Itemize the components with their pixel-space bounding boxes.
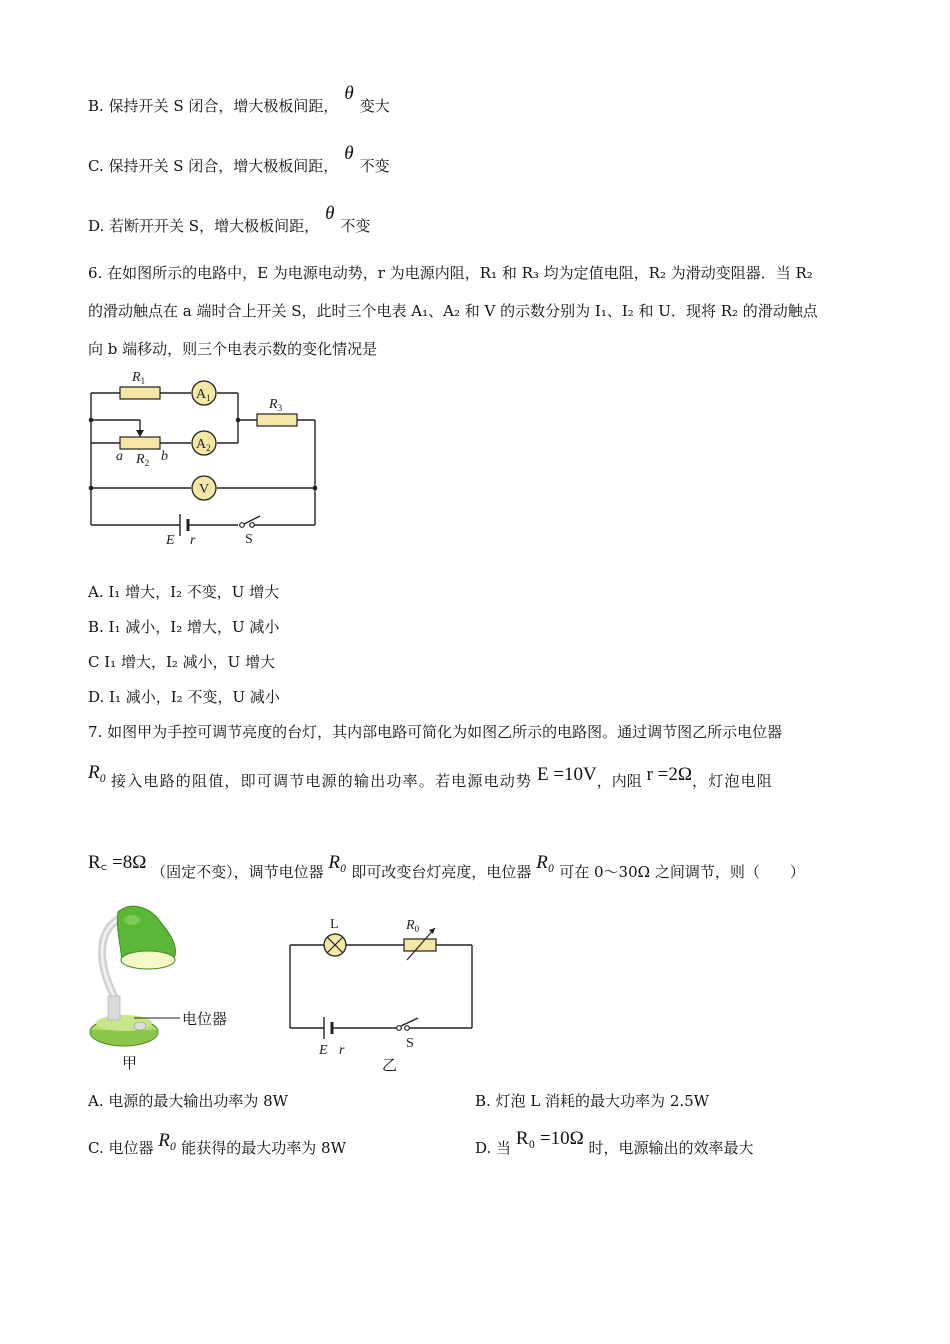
q6-stem-line1: 6. 在如图所示的电路中，E 为电源电动势，r 为电源内阻，R₁ 和 R₃ 均为定值电阻，R₂ 为滑动变阻器．当 R₂ [88,264,813,282]
q5-option-c [88,143,390,177]
svg-text:R1: $R_1$ [132,370,146,386]
label-r1: R [132,370,141,385]
q5-option-c-text: C. 保持开关 S 闭合，增大极板间距， [88,157,339,175]
q7-stem-line1: 7. 如图甲为手控可调节亮度的台灯，其内部电路可简化为如图乙所示的电路图。通过调节图乙所示电位器 [88,723,783,741]
q6-circuit-diagram [80,362,340,552]
svg-text:A1: $A_1$ [196,387,211,403]
label-r0: R [406,918,415,933]
q7-stem-line2: R₀ 接入电路的阻值，即可调节电源的输出功率。若电源电动势 E =10V，内阻 r =2Ω，灯泡电阻 [88,762,774,790]
label-e: E [166,533,175,548]
emf-value: E =10V [536,764,597,785]
label-b: b [161,449,168,464]
q6-option-b: B. I₁ 减小，I₂ 增大，U 减小 [88,618,280,636]
label-l: L [330,917,339,932]
q5-option-c-tail: 不变 [359,157,390,175]
dimmer-callout-label: 电位器 [182,1010,228,1028]
resistor-r2 [120,437,160,449]
label-s: S [406,1036,414,1051]
q5-option-b-tail: 变大 [359,97,390,115]
q7-option-a: A. 电源的最大输出功率为 8W [88,1092,289,1110]
label-v: V [199,482,210,497]
q5-option-b [88,83,390,117]
theta-symbol: θ [344,143,354,164]
svg-text:R0: $R_0$ [406,918,420,934]
q6-option-a: A. I₁ 增大，I₂ 不变，U 增大 [88,583,280,601]
q5-option-b-text: B. 保持开关 S 闭合，增大极板间距， [88,97,339,115]
q6-option-c: C I₁ 增大，I₂ 减小，U 增大 [88,653,276,671]
theta-symbol: θ [344,83,354,104]
figure-jia-label: 甲 [122,1054,138,1072]
q6-stem-line3: 向 b 端移动，则三个电表示数的变化情况是 [88,340,378,358]
r0-symbol: R₀ [158,1130,177,1151]
lamp-circuit-diagram [282,910,482,1076]
resistor-r1 [120,387,160,399]
q6-stem-line2: 的滑动触点在 a 端时合上开关 S，此时三个电表 A₁、A₂ 和 V 的示数分别为 I₁、I₂ 和 U．现将 R₂ 的滑动触点 [88,302,818,320]
label-s: S [245,532,253,547]
q5-option-d [88,203,371,237]
label-r: r [190,533,196,548]
svg-text:R2: $R_2$ [136,452,150,468]
lamp-resistance-value: R꜀ =8Ω [88,852,147,873]
q5-option-d-tail: 不变 [340,217,371,235]
q5-option-d-text: D. 若断开开关 S，增大极板间距， [88,217,320,235]
label-e: E [319,1043,328,1058]
internal-resistance-value: r =2Ω [646,764,692,785]
q7-option-d: D. 当 R₀ =10Ω 时，电源输出的效率最大 [475,1128,754,1157]
q6-option-d: D. I₁ 减小，I₂ 不变，U 减小 [88,688,280,706]
label-a: a [116,449,123,464]
slider-arrow-icon [136,430,144,437]
r0-symbol: R₀ [536,852,555,873]
label-r3: R [269,397,278,412]
label-r: r [339,1043,345,1058]
svg-text:A2: $A_2$ [196,437,211,453]
svg-text:R3: $R_3$ [269,397,283,413]
q7-stem-line3: R꜀ =8Ω （固定不变），调节电位器 R₀ 即可改变台灯亮度，电位器 R₀ 可在 0～30Ω 之间调节，则（ ） [88,852,805,881]
desk-lamp-figure [82,898,252,1078]
dimmer-knob [134,1022,146,1030]
r0-symbol: R₀ [88,762,107,783]
theta-symbol: θ [325,203,335,224]
label-a2: A [196,437,207,452]
label-a1: A [196,387,207,402]
r0-value: R₀ =10Ω [515,1128,584,1149]
figure-yi-label: 乙 [382,1056,398,1074]
q7-option-b: B. 灯泡 L 消耗的最大功率为 2.5W [475,1092,710,1110]
q7-option-c: C. 电位器 R₀ 能获得的最大功率为 8W [88,1130,346,1157]
label-r2: R [136,452,145,467]
resistor-r3 [257,414,297,426]
r0-symbol: R₀ [328,852,347,873]
